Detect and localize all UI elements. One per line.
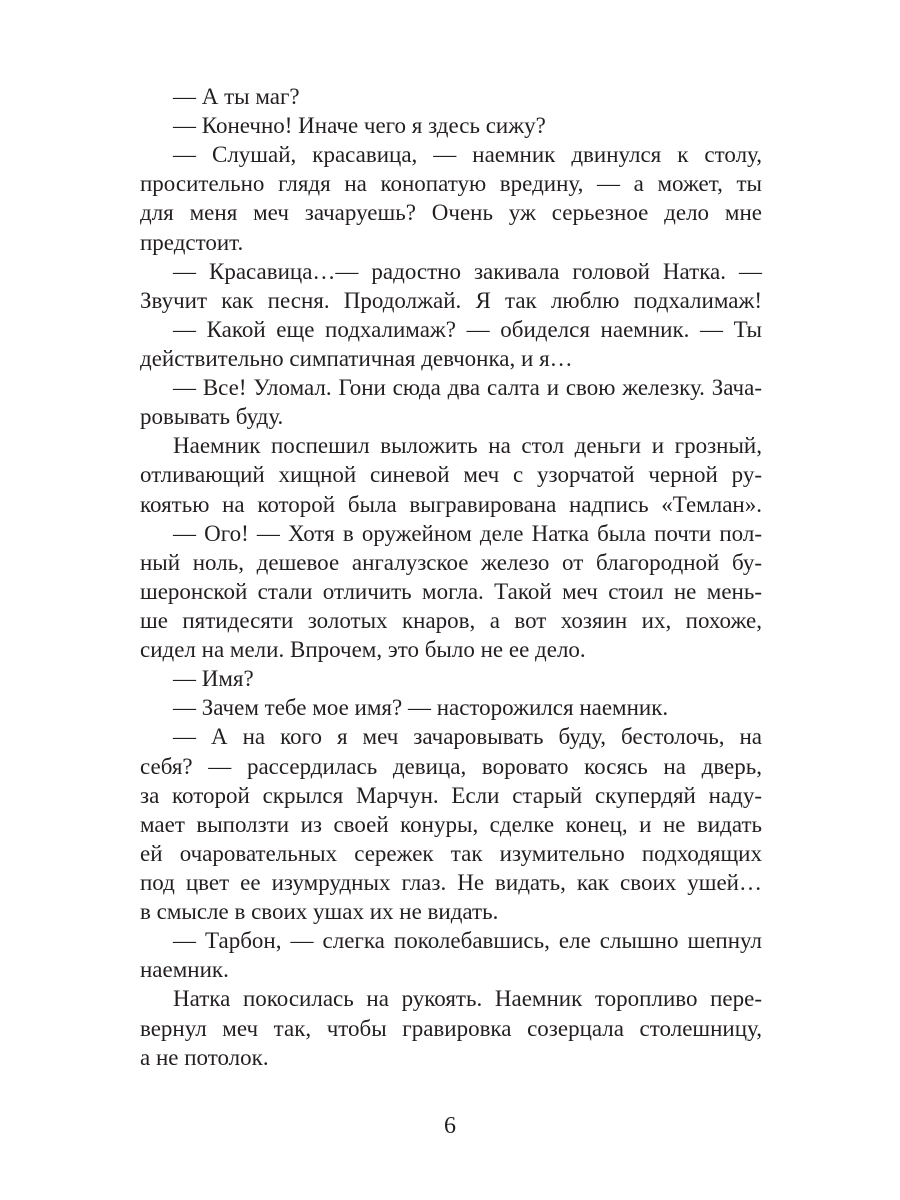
text-line-content: — Тарбон, — слегка поколебавшись, еле слышно шепнул — [173, 928, 762, 954]
text-line — [140, 373, 762, 402]
text-line — [140, 955, 762, 984]
text-line-content: просительно глядя на конопатую вредину, — а может, ты — [140, 171, 762, 197]
text-line — [140, 431, 762, 460]
text-line-content: а не потолок. — [140, 1044, 269, 1070]
text-line — [140, 548, 762, 577]
text-line — [140, 198, 762, 227]
text-line-content: — Зачем тебе мое имя? — насторожился наемник. — [173, 695, 669, 721]
text-line — [140, 169, 762, 198]
text-line — [140, 984, 762, 1013]
text-line-content: ровывать буду. — [140, 404, 284, 430]
text-line — [140, 519, 762, 548]
text-line — [140, 635, 762, 664]
text-line-content: сидел на мели. Впрочем, это было не ее дело. — [140, 637, 586, 663]
text-line-content: — Все! Уломал. Гони сюда два салта и свою железку. Зача- — [173, 375, 762, 401]
text-line — [140, 693, 762, 722]
text-line-content: вернул меч так, чтобы гравировка созерцала столешницу, — [140, 1015, 762, 1041]
text-line-content: Наемник поспешил выложить на стол деньги и грозный, — [173, 433, 762, 459]
text-line-content: — Какой еще подхалимаж? — обиделся наемник. — Ты — [173, 316, 762, 342]
text-line-content: ей очаровательных сережек так изумительно подходящих — [140, 840, 762, 866]
text-line — [140, 1043, 762, 1072]
text-line-content: — А ты маг? — [173, 84, 300, 109]
text-line-content: для меня меч зачаруешь? Очень уж серьезное дело мне — [140, 200, 762, 226]
text-line — [140, 140, 762, 169]
text-line — [140, 286, 762, 315]
text-line-content: — Имя? — [173, 666, 254, 692]
text-line — [140, 460, 762, 489]
text-line — [140, 868, 762, 897]
text-line-content: ный ноль, дешевое ангалузское железо от благородной бу- — [140, 549, 762, 575]
text-line — [140, 664, 762, 693]
page-number: 6 — [444, 1113, 456, 1139]
text-line — [140, 402, 762, 431]
text-line-content: наемник. — [140, 957, 229, 983]
text-line-content: действительно симпатичная девчонка, и я… — [140, 345, 573, 371]
text-line-content: отливающий хищной синевой меч с узорчатой черной ру- — [140, 462, 762, 488]
text-line-content: коятью на которой была выгравирована надпись «Темлан». — [140, 491, 762, 517]
text-line-content: предстоит. — [140, 229, 244, 255]
text-line-content: — Ого! — Хотя в оружейном деле Натка была почти пол- — [173, 520, 762, 546]
text-line — [140, 926, 762, 955]
text-line-content: в смысле в своих ушах их не видать. — [140, 899, 499, 925]
text-line — [140, 344, 762, 373]
text-line-content: Звучит как песня. Продолжай. Я так люблю подхалимаж! — [140, 287, 762, 313]
text-line-content: под цвет ее изумрудных глаз. Не видать, как своих ушей… — [140, 869, 762, 895]
text-line-content: шеронской стали отличить могла. Такой меч стоил не мень- — [140, 578, 762, 604]
text-line — [140, 839, 762, 868]
text-line-content: — Конечно! Иначе чего я здесь сижу? — [173, 113, 546, 139]
text-line-content: — Красавица…— радостно закивала головой Натка. — — [173, 258, 762, 284]
text-line — [140, 897, 762, 926]
text-line — [140, 315, 762, 344]
text-line-content: — А на кого я меч зачаровывать буду, бестолочь, на — [173, 724, 762, 750]
text-line-content: за которой скрылся Марчун. Если старый скупердяй наду- — [140, 782, 762, 808]
text-line — [140, 257, 762, 286]
text-line — [140, 577, 762, 606]
text-line-content: мает выползти из своей конуры, сделке конец, и не видать — [140, 811, 762, 837]
text-line — [140, 781, 762, 810]
text-line-content: — Слушай, красавица, — наемник двинулся к столу, — [173, 142, 762, 168]
text-line-content: ше пятидесяти золотых кнаров, а вот хозяин их, похоже, — [140, 607, 762, 633]
text-line — [140, 111, 762, 140]
text-line — [140, 722, 762, 751]
text-line — [140, 752, 762, 781]
text-line — [140, 228, 762, 257]
text-line-content: себя? — рассердилась девица, воровато косясь на дверь, — [140, 753, 762, 779]
text-line-content: Натка покосилась на рукоять. Наемник торопливо пере- — [173, 986, 762, 1012]
text-line — [140, 1014, 762, 1043]
text-line — [140, 490, 762, 519]
text-line — [140, 810, 762, 839]
text-line — [140, 82, 762, 111]
page-body — [140, 82, 762, 1072]
text-line — [140, 606, 762, 635]
